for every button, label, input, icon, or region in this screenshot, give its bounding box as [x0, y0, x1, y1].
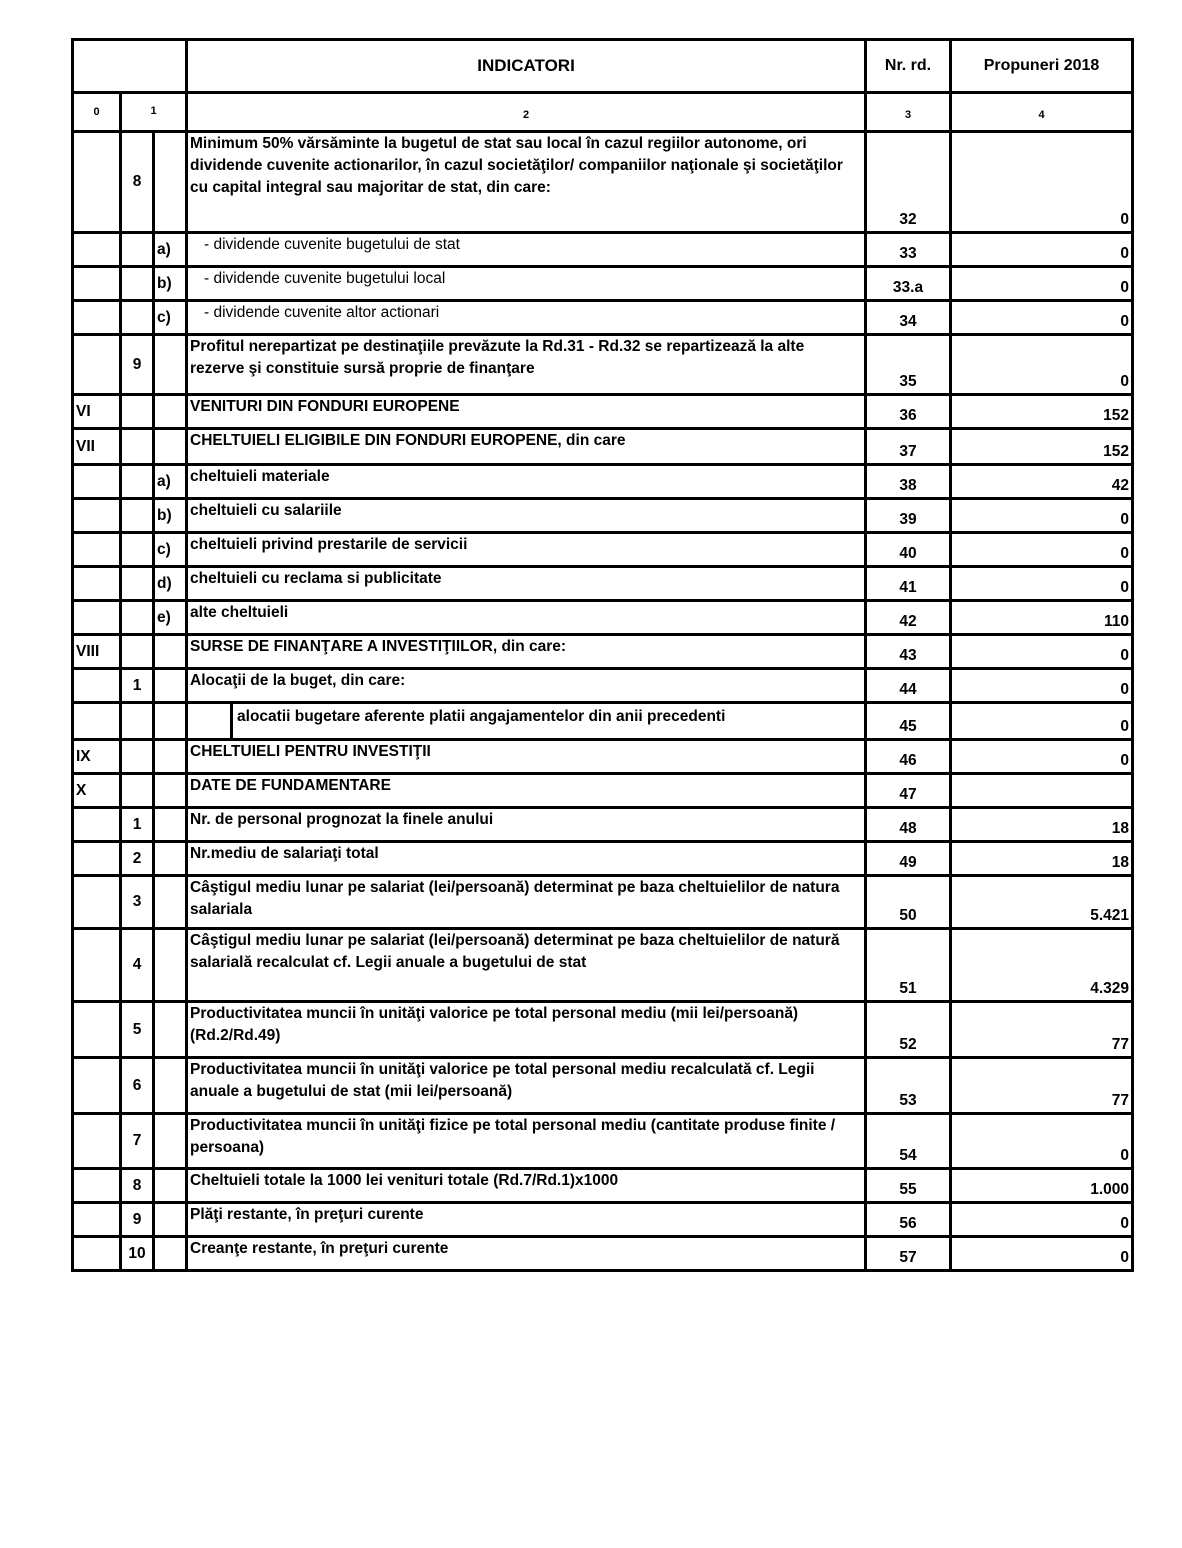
row-number: 57	[866, 1237, 951, 1271]
number-cell: 1	[121, 669, 154, 703]
letter-cell: c)	[154, 533, 187, 567]
row-value: 18	[951, 842, 1133, 876]
row-number: 40	[866, 533, 951, 567]
number-cell: 3	[121, 876, 154, 929]
table-row	[73, 669, 1133, 703]
number-cell: 9	[121, 1203, 154, 1237]
indicator-text: alocatii bugetare aferente platii angajamentelor din anii precedenti	[237, 708, 726, 725]
number-cell	[121, 395, 154, 429]
row-value: 0	[951, 335, 1133, 395]
table-row	[73, 601, 1133, 635]
roman-cell: VII	[73, 429, 121, 465]
roman-cell	[73, 842, 121, 876]
table-row	[73, 132, 1133, 233]
row-number: 33	[866, 233, 951, 267]
letter-cell	[154, 1237, 187, 1271]
row-value: 0	[951, 740, 1133, 774]
indicator-text: Productivitatea muncii în unităţi fizice pe total personal mediu (cantitate produse finite / persoana)	[187, 1114, 866, 1169]
row-value: 0	[951, 1114, 1133, 1169]
number-cell	[121, 533, 154, 567]
roman-cell: X	[73, 774, 121, 808]
table-row	[73, 335, 1133, 395]
row-number: 37	[866, 429, 951, 465]
letter-cell	[154, 132, 187, 233]
letter-cell	[154, 740, 187, 774]
header-nr-rd: Nr. rd.	[866, 40, 951, 93]
table-row	[73, 395, 1133, 429]
number-cell: 2	[121, 842, 154, 876]
row-value	[951, 774, 1133, 808]
row-number: 36	[866, 395, 951, 429]
letter-cell	[154, 1169, 187, 1203]
number-cell	[121, 429, 154, 465]
letter-cell	[154, 335, 187, 395]
number-cell	[121, 601, 154, 635]
nested-sub-cell	[187, 703, 234, 740]
header-blank-cell	[73, 40, 187, 93]
row-value: 0	[951, 635, 1133, 669]
letter-cell: a)	[154, 233, 187, 267]
table-row	[73, 429, 1133, 465]
row-number: 53	[866, 1058, 951, 1114]
number-cell: 7	[121, 1114, 154, 1169]
row-number: 55	[866, 1169, 951, 1203]
row-number: 42	[866, 601, 951, 635]
table-row	[73, 533, 1133, 567]
number-cell	[121, 499, 154, 533]
row-value: 0	[951, 267, 1133, 301]
letter-cell	[154, 808, 187, 842]
table-row	[73, 1169, 1133, 1203]
number-cell: 9	[121, 335, 154, 395]
row-value: 5.421	[951, 876, 1133, 929]
letter-cell: a)	[154, 465, 187, 499]
table-row	[73, 842, 1133, 876]
indicator-text: - dividende cuvenite bugetului local	[204, 270, 446, 287]
roman-cell	[73, 1203, 121, 1237]
indicator-text: VENITURI DIN FONDURI EUROPENE	[187, 395, 866, 429]
indicator-text: Productivitatea muncii în unităţi valorice pe total personal mediu (mii lei/persoană) (Rd.2/Rd.49)	[187, 1002, 866, 1058]
number-cell	[121, 301, 154, 335]
row-number: 34	[866, 301, 951, 335]
indicator-text: cheltuieli privind prestarile de servicii	[187, 533, 866, 567]
letter-cell	[154, 635, 187, 669]
indicator-text: - dividende cuvenite altor actionari	[204, 304, 440, 321]
roman-cell: VI	[73, 395, 121, 429]
indicator-text: SURSE DE FINANŢARE A INVESTIŢIILOR, din care:	[187, 635, 866, 669]
number-cell	[121, 233, 154, 267]
column-index-row	[73, 93, 1133, 132]
roman-cell	[73, 703, 121, 740]
column-index-1: 1	[121, 93, 187, 132]
header-indicatori: INDICATORI	[187, 40, 866, 93]
roman-cell	[73, 669, 121, 703]
roman-cell: VIII	[73, 635, 121, 669]
row-value: 1.000	[951, 1169, 1133, 1203]
roman-cell	[73, 601, 121, 635]
roman-cell: IX	[73, 740, 121, 774]
number-cell: 4	[121, 929, 154, 1002]
indicator-text: Productivitatea muncii în unităţi valorice pe total personal mediu recalculată cf. Legii anuale a bugetului de stat (mii lei/persoană)	[187, 1058, 866, 1114]
roman-cell	[73, 301, 121, 335]
number-cell	[121, 465, 154, 499]
indicator-text: Câştigul mediu lunar pe salariat (lei/persoană) determinat pe baza cheltuielilor de natura salariala	[187, 876, 866, 929]
indicator-text: Nr.mediu de salariaţi total	[187, 842, 866, 876]
budget-indicators-table	[71, 38, 1134, 1272]
indicator-text: Creanţe restante, în preţuri curente	[187, 1237, 866, 1271]
table-row	[73, 567, 1133, 601]
row-number: 46	[866, 740, 951, 774]
roman-cell	[73, 1114, 121, 1169]
table-row	[73, 1237, 1133, 1271]
number-cell: 10	[121, 1237, 154, 1271]
indicator-text: - dividende cuvenite bugetului de stat	[204, 236, 460, 253]
row-value: 0	[951, 301, 1133, 335]
roman-cell	[73, 1002, 121, 1058]
row-value: 152	[951, 429, 1133, 465]
indicator-text: Minimum 50% vărsăminte la bugetul de stat sau local în cazul regiilor autonome, ori dividende cuvenite actionarilor, în cazul societăţilor/ companiilor naţionale şi societăţilor cu capital integral sau majoritar de stat, din care:	[187, 132, 866, 233]
table-row	[73, 740, 1133, 774]
indicator-text: cheltuieli cu salariile	[187, 499, 866, 533]
number-cell	[121, 567, 154, 601]
row-value: 0	[951, 132, 1133, 233]
table-row	[73, 808, 1133, 842]
table-row	[73, 1203, 1133, 1237]
number-cell	[121, 267, 154, 301]
number-cell	[121, 740, 154, 774]
roman-cell	[73, 499, 121, 533]
indicator-text: Nr. de personal prognozat la finele anului	[187, 808, 866, 842]
roman-cell	[73, 1237, 121, 1271]
letter-cell: d)	[154, 567, 187, 601]
table-row	[73, 929, 1133, 1002]
row-value: 77	[951, 1002, 1133, 1058]
roman-cell	[73, 233, 121, 267]
indicator-text: cheltuieli cu reclama si publicitate	[187, 567, 866, 601]
roman-cell	[73, 567, 121, 601]
letter-cell	[154, 842, 187, 876]
number-cell: 6	[121, 1058, 154, 1114]
table-row	[73, 1058, 1133, 1114]
letter-cell	[154, 1058, 187, 1114]
letter-cell	[154, 395, 187, 429]
row-number: 49	[866, 842, 951, 876]
indicator-text: DATE DE FUNDAMENTARE	[187, 774, 866, 808]
letter-cell: c)	[154, 301, 187, 335]
letter-cell	[154, 876, 187, 929]
roman-cell	[73, 1058, 121, 1114]
number-cell: 8	[121, 1169, 154, 1203]
row-number: 51	[866, 929, 951, 1002]
roman-cell	[73, 267, 121, 301]
roman-cell	[73, 929, 121, 1002]
row-number: 39	[866, 499, 951, 533]
letter-cell	[154, 669, 187, 703]
row-value: 0	[951, 499, 1133, 533]
letter-cell	[154, 1114, 187, 1169]
row-number: 32	[866, 132, 951, 233]
row-number: 47	[866, 774, 951, 808]
row-value: 0	[951, 1203, 1133, 1237]
roman-cell	[73, 808, 121, 842]
roman-cell	[73, 132, 121, 233]
header-row	[73, 40, 1133, 93]
letter-cell	[154, 774, 187, 808]
table-row	[73, 876, 1133, 929]
letter-cell: e)	[154, 601, 187, 635]
indicator-text: Profitul nerepartizat pe destinaţiile prevăzute la Rd.31 - Rd.32 se repartizează la alte rezerve şi constituie sursă proprie de finanţare	[187, 335, 866, 395]
indicator-text: alte cheltuieli	[187, 601, 866, 635]
row-value: 0	[951, 567, 1133, 601]
roman-cell	[73, 1169, 121, 1203]
row-value: 110	[951, 601, 1133, 635]
table-row	[73, 635, 1133, 669]
column-index-3: 3	[866, 93, 951, 132]
letter-cell	[154, 1203, 187, 1237]
table-row	[73, 1114, 1133, 1169]
row-number: 38	[866, 465, 951, 499]
roman-cell	[73, 876, 121, 929]
row-value: 4.329	[951, 929, 1133, 1002]
table-row	[73, 233, 1133, 267]
indicator-cell-nested	[187, 703, 866, 740]
indicator-text: CHELTUIELI PENTRU INVESTIŢII	[187, 740, 866, 774]
indicator-text: cheltuieli materiale	[187, 465, 866, 499]
row-number: 35	[866, 335, 951, 395]
column-index-0: 0	[73, 93, 121, 132]
table-row	[73, 774, 1133, 808]
number-cell: 1	[121, 808, 154, 842]
row-number: 33.a	[866, 267, 951, 301]
table-row	[73, 267, 1133, 301]
letter-cell	[154, 929, 187, 1002]
letter-cell	[154, 1002, 187, 1058]
row-value: 0	[951, 1237, 1133, 1271]
number-cell	[121, 635, 154, 669]
row-value: 152	[951, 395, 1133, 429]
table-row	[73, 703, 1133, 740]
row-number: 50	[866, 876, 951, 929]
column-index-4: 4	[951, 93, 1133, 132]
table-row	[73, 465, 1133, 499]
row-value: 0	[951, 233, 1133, 267]
column-index-2: 2	[187, 93, 866, 132]
row-value: 77	[951, 1058, 1133, 1114]
row-number: 45	[866, 703, 951, 740]
row-number: 44	[866, 669, 951, 703]
indicator-text: Plăţi restante, în preţuri curente	[187, 1203, 866, 1237]
row-value: 18	[951, 808, 1133, 842]
letter-cell	[154, 703, 187, 740]
row-number: 41	[866, 567, 951, 601]
indicator-text: Alocaţii de la buget, din care:	[187, 669, 866, 703]
roman-cell	[73, 335, 121, 395]
indicator-text: CHELTUIELI ELIGIBILE DIN FONDURI EUROPENE, din care	[187, 429, 866, 465]
letter-cell: b)	[154, 267, 187, 301]
table-row	[73, 1002, 1133, 1058]
table-row	[73, 301, 1133, 335]
indicator-text: Cheltuieli totale la 1000 lei venituri totale (Rd.7/Rd.1)x1000	[187, 1169, 866, 1203]
letter-cell	[154, 429, 187, 465]
indicator-text: Câştigul mediu lunar pe salariat (lei/persoană) determinat pe baza cheltuielilor de natură salarială recalculat cf. Legii anuale a bugetului de stat	[187, 929, 866, 1002]
number-cell	[121, 703, 154, 740]
row-value: 0	[951, 669, 1133, 703]
row-number: 54	[866, 1114, 951, 1169]
row-number: 43	[866, 635, 951, 669]
roman-cell	[73, 533, 121, 567]
number-cell: 5	[121, 1002, 154, 1058]
number-cell: 8	[121, 132, 154, 233]
row-value: 0	[951, 703, 1133, 740]
table-row	[73, 499, 1133, 533]
number-cell	[121, 774, 154, 808]
roman-cell	[73, 465, 121, 499]
row-number: 48	[866, 808, 951, 842]
row-number: 56	[866, 1203, 951, 1237]
row-value: 42	[951, 465, 1133, 499]
row-number: 52	[866, 1002, 951, 1058]
row-value: 0	[951, 533, 1133, 567]
letter-cell: b)	[154, 499, 187, 533]
header-propuneri: Propuneri 2018	[951, 40, 1133, 93]
